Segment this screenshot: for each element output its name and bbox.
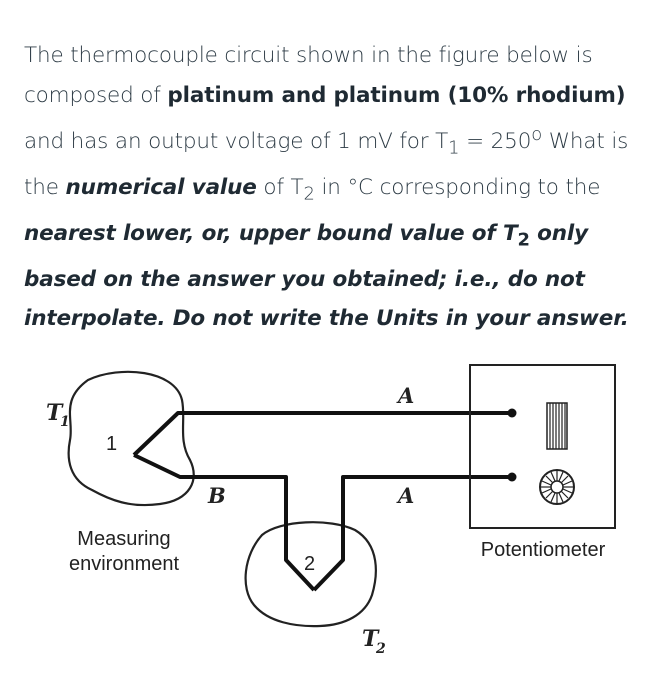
t2-label: T: [362, 626, 379, 652]
thermocouple-figure: [0, 340, 652, 700]
thermocouple-diagram: [0, 340, 652, 700]
bound-emphasis: nearest lower, or, upper bound value of T: [24, 220, 518, 246]
potentiometer-box: [470, 365, 615, 528]
measuring-environment-label-line1: Measuring: [77, 528, 171, 550]
subscript: 2: [303, 183, 315, 205]
question-text: [24, 36, 640, 339]
material-emphasis: platinum and platinum (10% rhodium): [167, 82, 626, 108]
potentiometer-label: Potentiometer: [480, 539, 606, 561]
measuring-environment-boundary: [69, 372, 194, 505]
question-text-part: = 250: [459, 129, 532, 155]
scale-display-icon: [547, 403, 567, 449]
t1-label: T: [46, 400, 63, 426]
junction-1-label: 1: [106, 433, 118, 455]
question-text-part: in °C corresponding to the: [314, 174, 601, 200]
question-text-part: What is the: [24, 129, 629, 200]
wire-a-bottom-label: A: [398, 483, 415, 508]
measuring-environment-label-line2: environment: [68, 553, 180, 575]
terminal-bottom: [508, 473, 517, 482]
question-text-part: The thermocouple circuit shown in the figure below is composed of: [24, 43, 593, 108]
t2-subscript: 2: [376, 641, 386, 657]
dial-knob-icon: [540, 470, 574, 504]
subscript: 2: [517, 229, 530, 251]
question-text-part: of T: [256, 174, 304, 200]
numerical-value-emphasis: numerical value: [65, 174, 257, 200]
instruction-emphasis: only based on the answer you obtained; i.e., do not interpolate. Do not write the Units in your answer.: [24, 220, 629, 332]
subscript: 1: [448, 137, 460, 159]
junction-2-label: 2: [304, 553, 316, 575]
t1-subscript: 1: [60, 414, 70, 430]
terminal-top: [508, 409, 517, 418]
wire-a-top-label: A: [398, 383, 415, 408]
wire-b-label: B: [208, 483, 226, 508]
question-text-part: and has an output voltage of 1 mV for T: [24, 129, 449, 155]
degree-symbol: o: [531, 124, 543, 145]
wire-a-top: [134, 413, 512, 455]
